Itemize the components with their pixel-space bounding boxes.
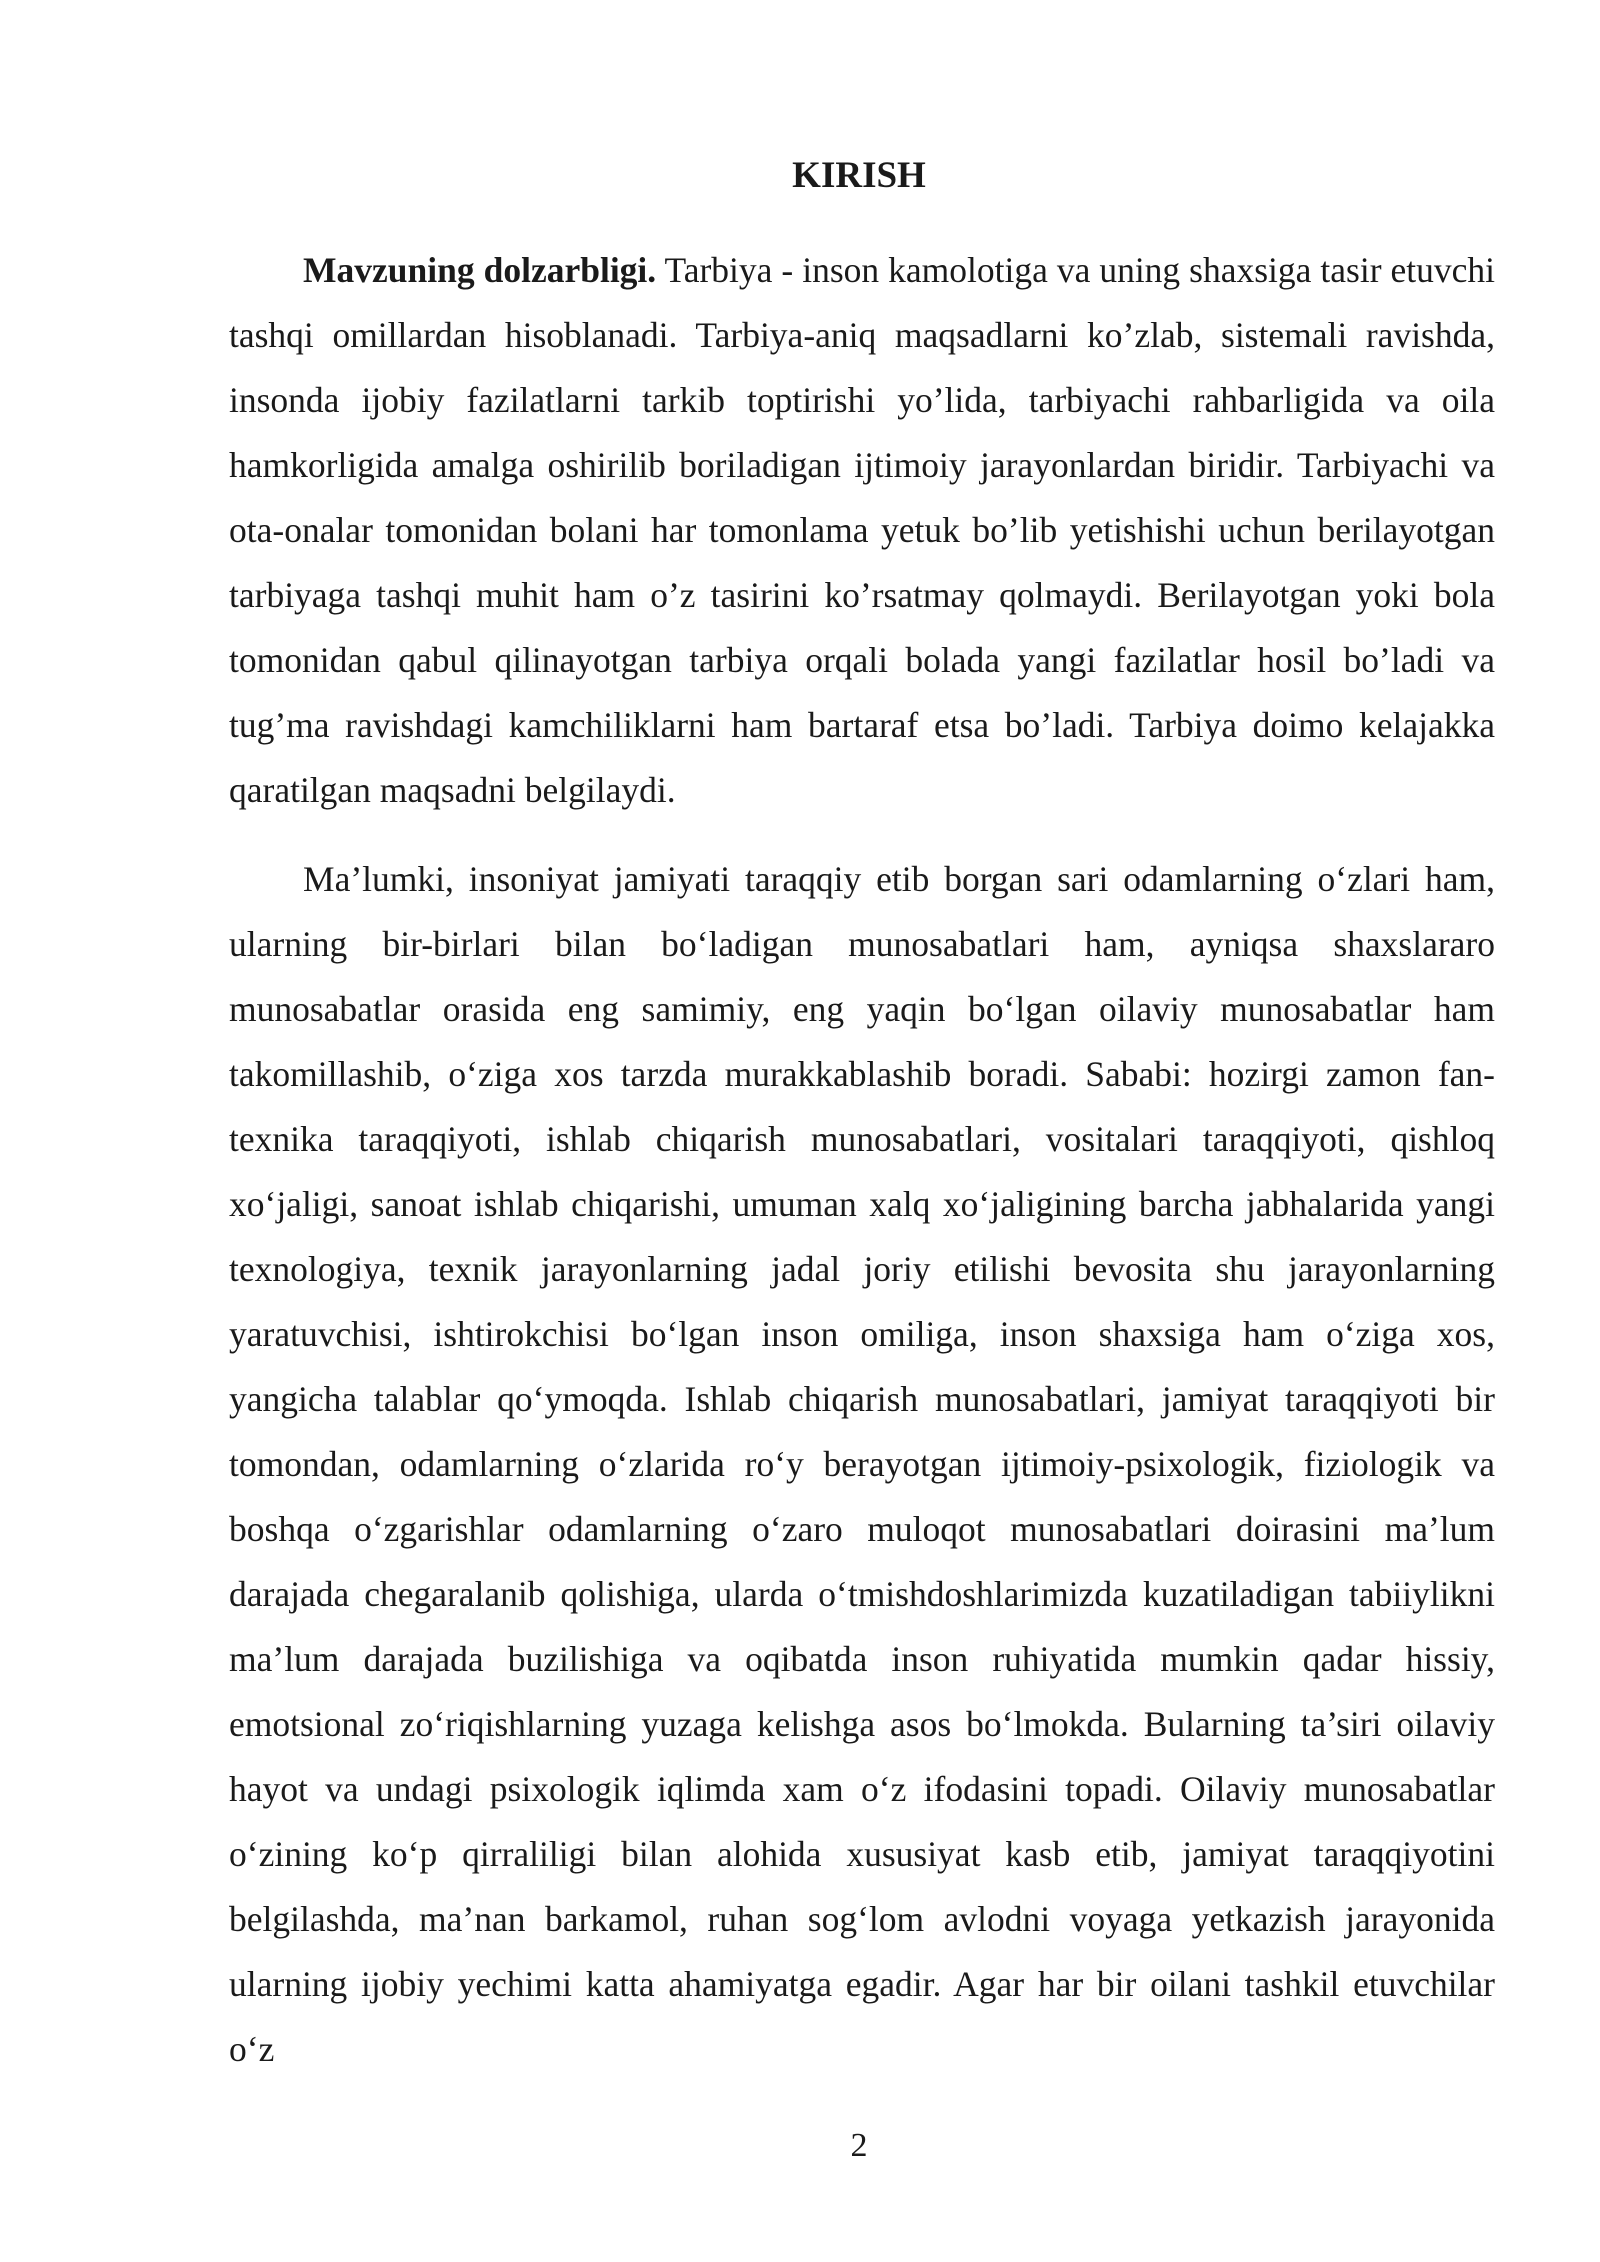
paragraph-family-relations bbox=[229, 847, 1495, 2082]
paragraph-relevance bbox=[229, 238, 1495, 823]
body-text bbox=[229, 238, 1495, 2082]
paragraph-text: Ma’lumki, insoniyat jamiyati taraqqiy etib borgan sari odamlarning o‘zlari ham, ularning bir-birlari bilan bo‘ladigan munosabatlari ham, ayniqsa shaxslararo munosabatlar orasida eng samimiy, eng yaqin bo‘lgan oilaviy munosabatlar ham takomillashib, o‘ziga xos tarzda murakkablashib boradi. Sababi: hozirgi zamon fan-texnika taraqqiyoti, ishlab chiqarish munosabatlari, vositalari taraqqiyoti, qishloq xo‘jaligi, sanoat ishlab chiqarishi, umuman xalq xo‘jaligining barcha jabhalarida yangi texnologiya, texnik jarayonlarning jadal joriy etilishi bevosita shu jarayonlarning yaratuvchisi, ishtirokchisi bo‘lgan inson omiliga, inson shaxsiga ham o‘ziga xos, yangicha talablar qo‘ymoqda. Ishlab chiqarish munosabatlari, jamiyat taraqqiyoti bir tomondan, odamlarning o‘zlarida ro‘y berayotgan ijtimoiy-psixologik, fiziologik va boshqa o‘zgarishlar odamlarning o‘zaro muloqot munosabatlari doirasini ma’lum darajada chegaralanib qolishiga, ularda o‘tmishdoshlarimizda kuzatiladigan tabiiylikni ma’lum darajada buzilishiga va oqibatda inson ruhiyatida mumkin qadar hissiy, emotsional zo‘riqishlarning yuzaga kelishga asos bo‘lmokda. Bularning ta’siri oilaviy hayot va undagi psixologik iqlimda xam o‘z ifodasini topadi. Oilaviy munosabatlar o‘zining ko‘p qirraliligi bilan alohida xususiyat kasb etib, jamiyat taraqqiyotini belgilashda, ma’nan barkamol, ruhan sog‘lom avlodni voyaga yetkazish jarayonida ularning ijobiy yechimi katta ahamiyatga egadir. Agar har bir oilani tashkil etuvchilar o‘z bbox=[229, 859, 1495, 2069]
section-heading: KIRISH bbox=[792, 155, 926, 196]
paragraph-lead-title: Mavzuning dolzarbligi. bbox=[303, 250, 657, 290]
page-number: 2 bbox=[850, 2127, 868, 2164]
paragraph-text: Tarbiya - inson kamolotiga va uning shaxsiga tasir etuvchi tashqi omillardan hisoblanadi. Tarbiya-aniq maqsadlarni ko’zlab, sistemali ravishda, insonda ijobiy fazilatlarni tarkib toptirishi yo’lida, tarbiyachi rahbarligida va oila hamkorligida amalga oshirilib boriladigan ijtimoiy jarayonlardan biridir. Tarbiyachi va ota-onalar tomonidan bolani har tomonlama yetuk bo’lib yetishishi uchun berilayotgan tarbiyaga tashqi muhit ham o’z tasirini ko’rsatmay qolmaydi. Berilayotgan yoki bola tomonidan qabul qilinayotgan tarbiya orqali bolada yangi fazilatlar hosil bo’ladi va tug’ma ravishdagi kamchiliklarni ham bartaraf etsa bo’ladi. Tarbiya doimo kelajakka qaratilgan maqsadni belgilaydi. bbox=[229, 250, 1495, 810]
